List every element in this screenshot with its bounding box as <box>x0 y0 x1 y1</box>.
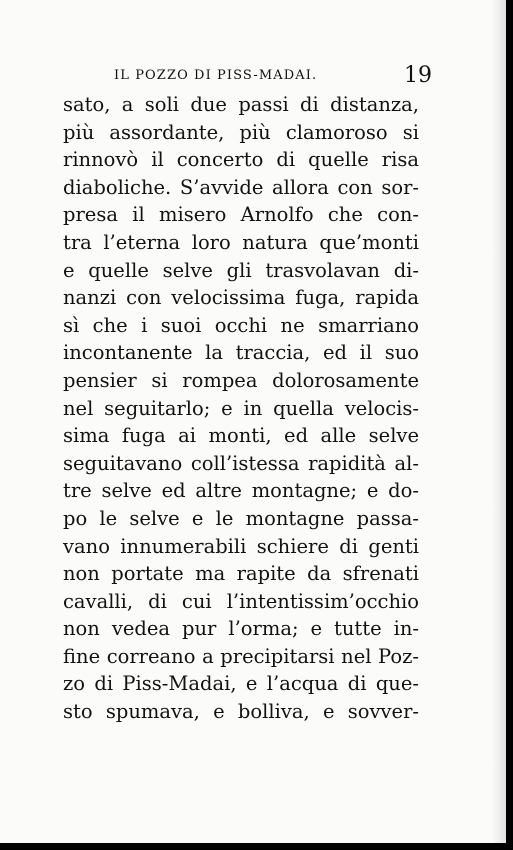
text-line: e quelle selve gli trasvolavan di- <box>63 258 419 282</box>
text-line: sima fuga ai monti, ed alle selve <box>63 424 419 448</box>
text-line: fine correano a precipitarsi nel Poz- <box>63 644 419 668</box>
text-line: po le selve e le montagne passa- <box>63 506 419 530</box>
text-line: zo di Piss-Madai, e l’acqua di que- <box>63 672 419 696</box>
text-line: pensier si rompea dolorosamente <box>63 368 419 392</box>
running-title: IL POZZO DI PISS-MADAI. <box>114 68 318 83</box>
text-line: non vedea pur l’orma; e tutte in- <box>63 617 419 641</box>
text-line: rinnovò il concerto di quelle risa <box>63 148 419 172</box>
text-line: non portate ma rapite da sfrenati <box>63 562 419 586</box>
page-number: 19 <box>404 63 432 88</box>
body-text <box>63 91 419 726</box>
text-line: sì che i suoi occhi ne smarriano <box>63 313 419 337</box>
text-line: vano innumerabili schiere di genti <box>63 534 419 558</box>
text-line: diaboliche. S’avvide allora con sor- <box>63 175 419 199</box>
text-line: sato, a soli due passi di distanza, <box>63 93 419 116</box>
text-line: più assordante, più clamoroso si <box>63 120 419 144</box>
text-line: incontanente la traccia, ed il suo <box>63 341 419 365</box>
text-line: tre selve ed altre montagne; e do- <box>63 479 419 503</box>
page-header <box>114 64 432 90</box>
text-line: nel seguitarlo; e in quella velocis- <box>63 396 419 420</box>
text-line: cavalli, di cui l’intentissim’occhio <box>63 589 419 613</box>
text-line: nanzi con velocissima fuga, rapida <box>63 286 419 310</box>
text-line: presa il misero Arnolfo che con- <box>63 203 419 227</box>
text-line: seguitavano coll’istessa rapidità al- <box>63 451 419 475</box>
text-line: sto spumava, e bolliva, e sovver- <box>63 700 419 724</box>
text-line: tra l’eterna loro natura que’monti <box>63 230 419 254</box>
